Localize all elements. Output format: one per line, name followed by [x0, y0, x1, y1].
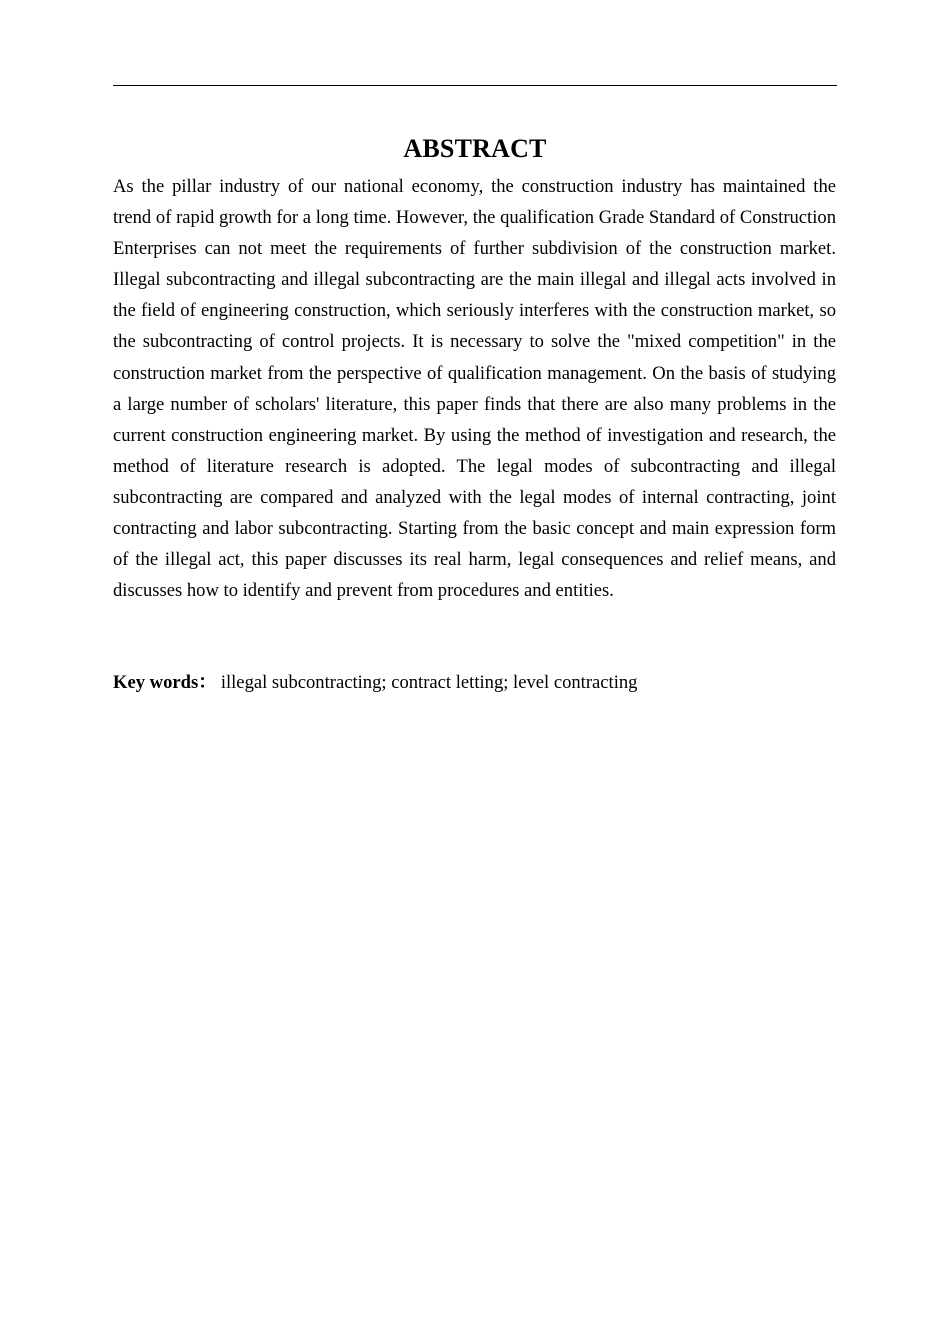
- keywords-value: illegal subcontracting; contract letting; level contracting: [220, 672, 638, 693]
- keywords-line: [113, 667, 837, 698]
- abstract-body: As the pillar industry of our national economy, the construction industry has maintained the trend of rapid growth for a long time. However, the qualification Grade Standard of Construction Enterprises can not meet the requirements of further subdivision of the construction market. Illegal subcontracting and illegal subcontracting are the main illegal and illegal acts involved in the field of engineering construction, which seriously interferes with the construction market, so the subcontracting of control projects. It is necessary to solve the "mixed competition" in the construction market from the perspective of qualification management. On the basis of studying a large number of scholars' literature, this paper finds that there are also many problems in the current construction engineering market. By using the method of investigation and research, the method of literature research is adopted. The legal modes of subcontracting and illegal subcontracting are compared and analyzed with the legal modes of internal contracting, joint contracting and labor subcontracting. Starting from the basic concept and main expression form of the illegal act, this paper discusses its real harm, legal consequences and relief means, and discusses how to identify and prevent from procedures and entities.: [113, 176, 836, 602]
- abstract-title: ABSTRACT: [403, 134, 547, 163]
- keywords-label: Key words：: [113, 672, 217, 693]
- header-rule: [113, 85, 837, 86]
